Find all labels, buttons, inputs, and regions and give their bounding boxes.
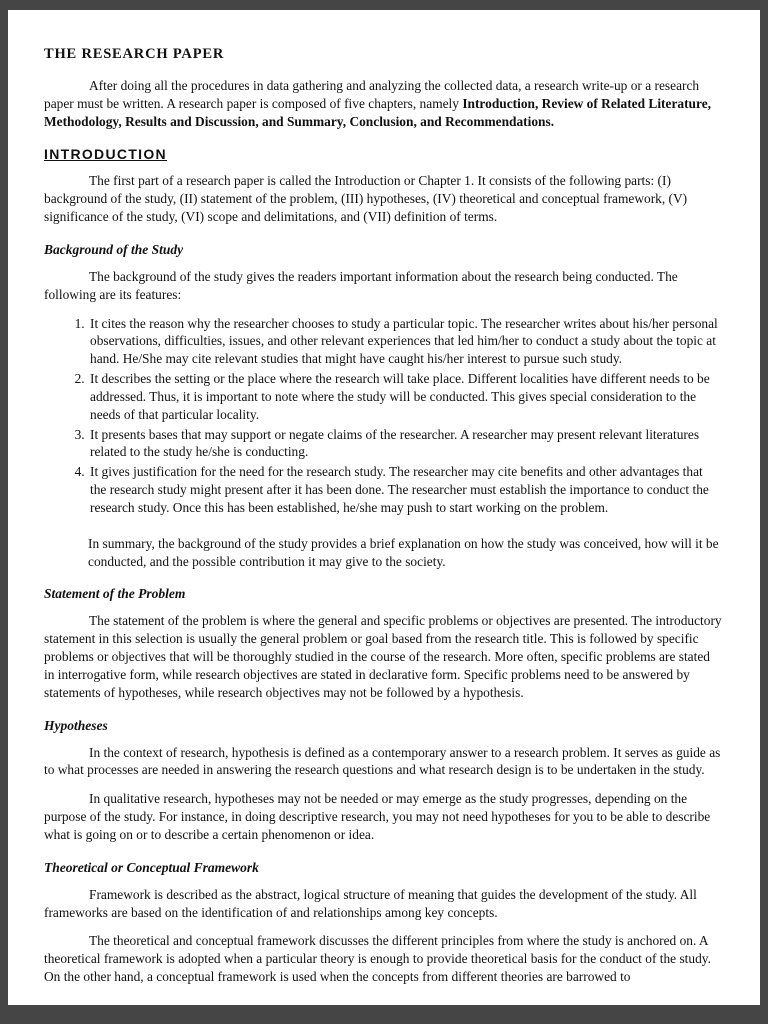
- hypotheses-paragraph-1: In the context of research, hypothesis is defined as a contemporary answer to a research problem. It serves as guide as to what processes are needed in answering the research questions and what research design is to be undertaken in the study.: [44, 744, 721, 778]
- hypotheses-paragraph-2: In qualitative research, hypotheses may not be needed or may emerge as the study progresses, depending on the purpose of the study. For instance, in doing descriptive research, you may not need hypotheses for you to be able to describe what is going on or to describe a certain phenomenon or idea.: [44, 791, 711, 842]
- list-item: 2. It describes the setting or the place where the research will take place. Different localities have different needs to be addressed. Thus, it is important to note where the study will be conducted. This gives special consideration to the needs of that particular locality.: [88, 370, 722, 423]
- subsection-heading-hypotheses: Hypotheses: [44, 717, 108, 733]
- list-item: 4. It gives justification for the need for the research study. The researcher may cite benefits and other advantages that the research study might present after it has been done. The researcher must establish the importance to conduct the research study. Once this has been established, he/she may push to start working on the problem.: [88, 463, 722, 516]
- document-title: THE RESEARCH PAPER: [44, 46, 225, 62]
- subsection-heading-framework: Theoretical or Conceptual Framework: [44, 859, 259, 875]
- document-page: [8, 10, 760, 1005]
- intro-paragraph-chapters-bold: Introduction, Review of Related Literature, Methodology, Results and Discussion, and Summary, Conclusion, and Recommendations.: [44, 95, 711, 129]
- framework-paragraph-1: Framework is described as the abstract, logical structure of meaning that guides the development of the study. All frameworks are based on the identification of and relationships among key concepts.: [44, 886, 697, 920]
- background-summary-paragraph: In summary, the background of the study provides a brief explanation on how the study was conceived, how will it be conducted, and the possible contribution it may give to the society.: [88, 535, 719, 569]
- section-heading-introduction: INTRODUCTION: [44, 146, 167, 163]
- introduction-paragraph: The first part of a research paper is called the Introduction or Chapter 1. It consists of the following parts: (I) background of the study, (II) statement of the problem, (III) hypotheses, (IV) theoretical and conceptual framework, (V) significance of the study, (VI) scope and delimitations, and (VII) definition of terms.: [44, 173, 688, 225]
- framework-paragraph-2: The theoretical and conceptual framework discusses the different principles from where the study is anchored on. A theoretical framework is adopted when a particular theory is enough to provide theoretical basis for the conduct of the study. On the other hand, a conceptual framework is used when the concepts from different theories are barrowed to: [44, 933, 711, 984]
- list-item: 3. It presents bases that may support or negate claims of the researcher. A researcher may present relevant literatures related to the study he/she is conducting.: [88, 426, 722, 462]
- subsection-heading-statement: Statement of the Problem: [44, 586, 186, 602]
- intro-paragraph-text: After doing all the procedures in data gathering and analyzing the collected data, a research write-up or a research paper must be written. A research paper is composed of five chapters, namely: [44, 78, 700, 111]
- intro-paragraph: [44, 77, 722, 130]
- background-features-list: [44, 315, 722, 517]
- subsection-heading-background: Background of the Study: [44, 241, 184, 257]
- list-item: 1. It cites the reason why the researcher chooses to study a particular topic. The researcher writes about his/her personal observations, difficulties, issues, and other relevant experiences that led him/her to conduct a study about the topic at hand. He/She may cite relevant studies that might have caught his/her interest to pursue such study.: [88, 315, 722, 368]
- background-paragraph: The background of the study gives the readers important information about the research being conducted. The following are its features:: [44, 268, 678, 302]
- statement-paragraph: The statement of the problem is where the general and specific problems or objectives are presented. The introductory statement in this selection is usually the general problem or goal based from the research title. This is followed by specific problems or objectives that will be thoroughly studied in the course of the research. More often, specific problems are stated in interrogative form, while research objectives are stated in declarative form. Specific problems need to be answered by statements of hypotheses, while research objectives may not be followed by a hypothesis.: [44, 613, 722, 700]
